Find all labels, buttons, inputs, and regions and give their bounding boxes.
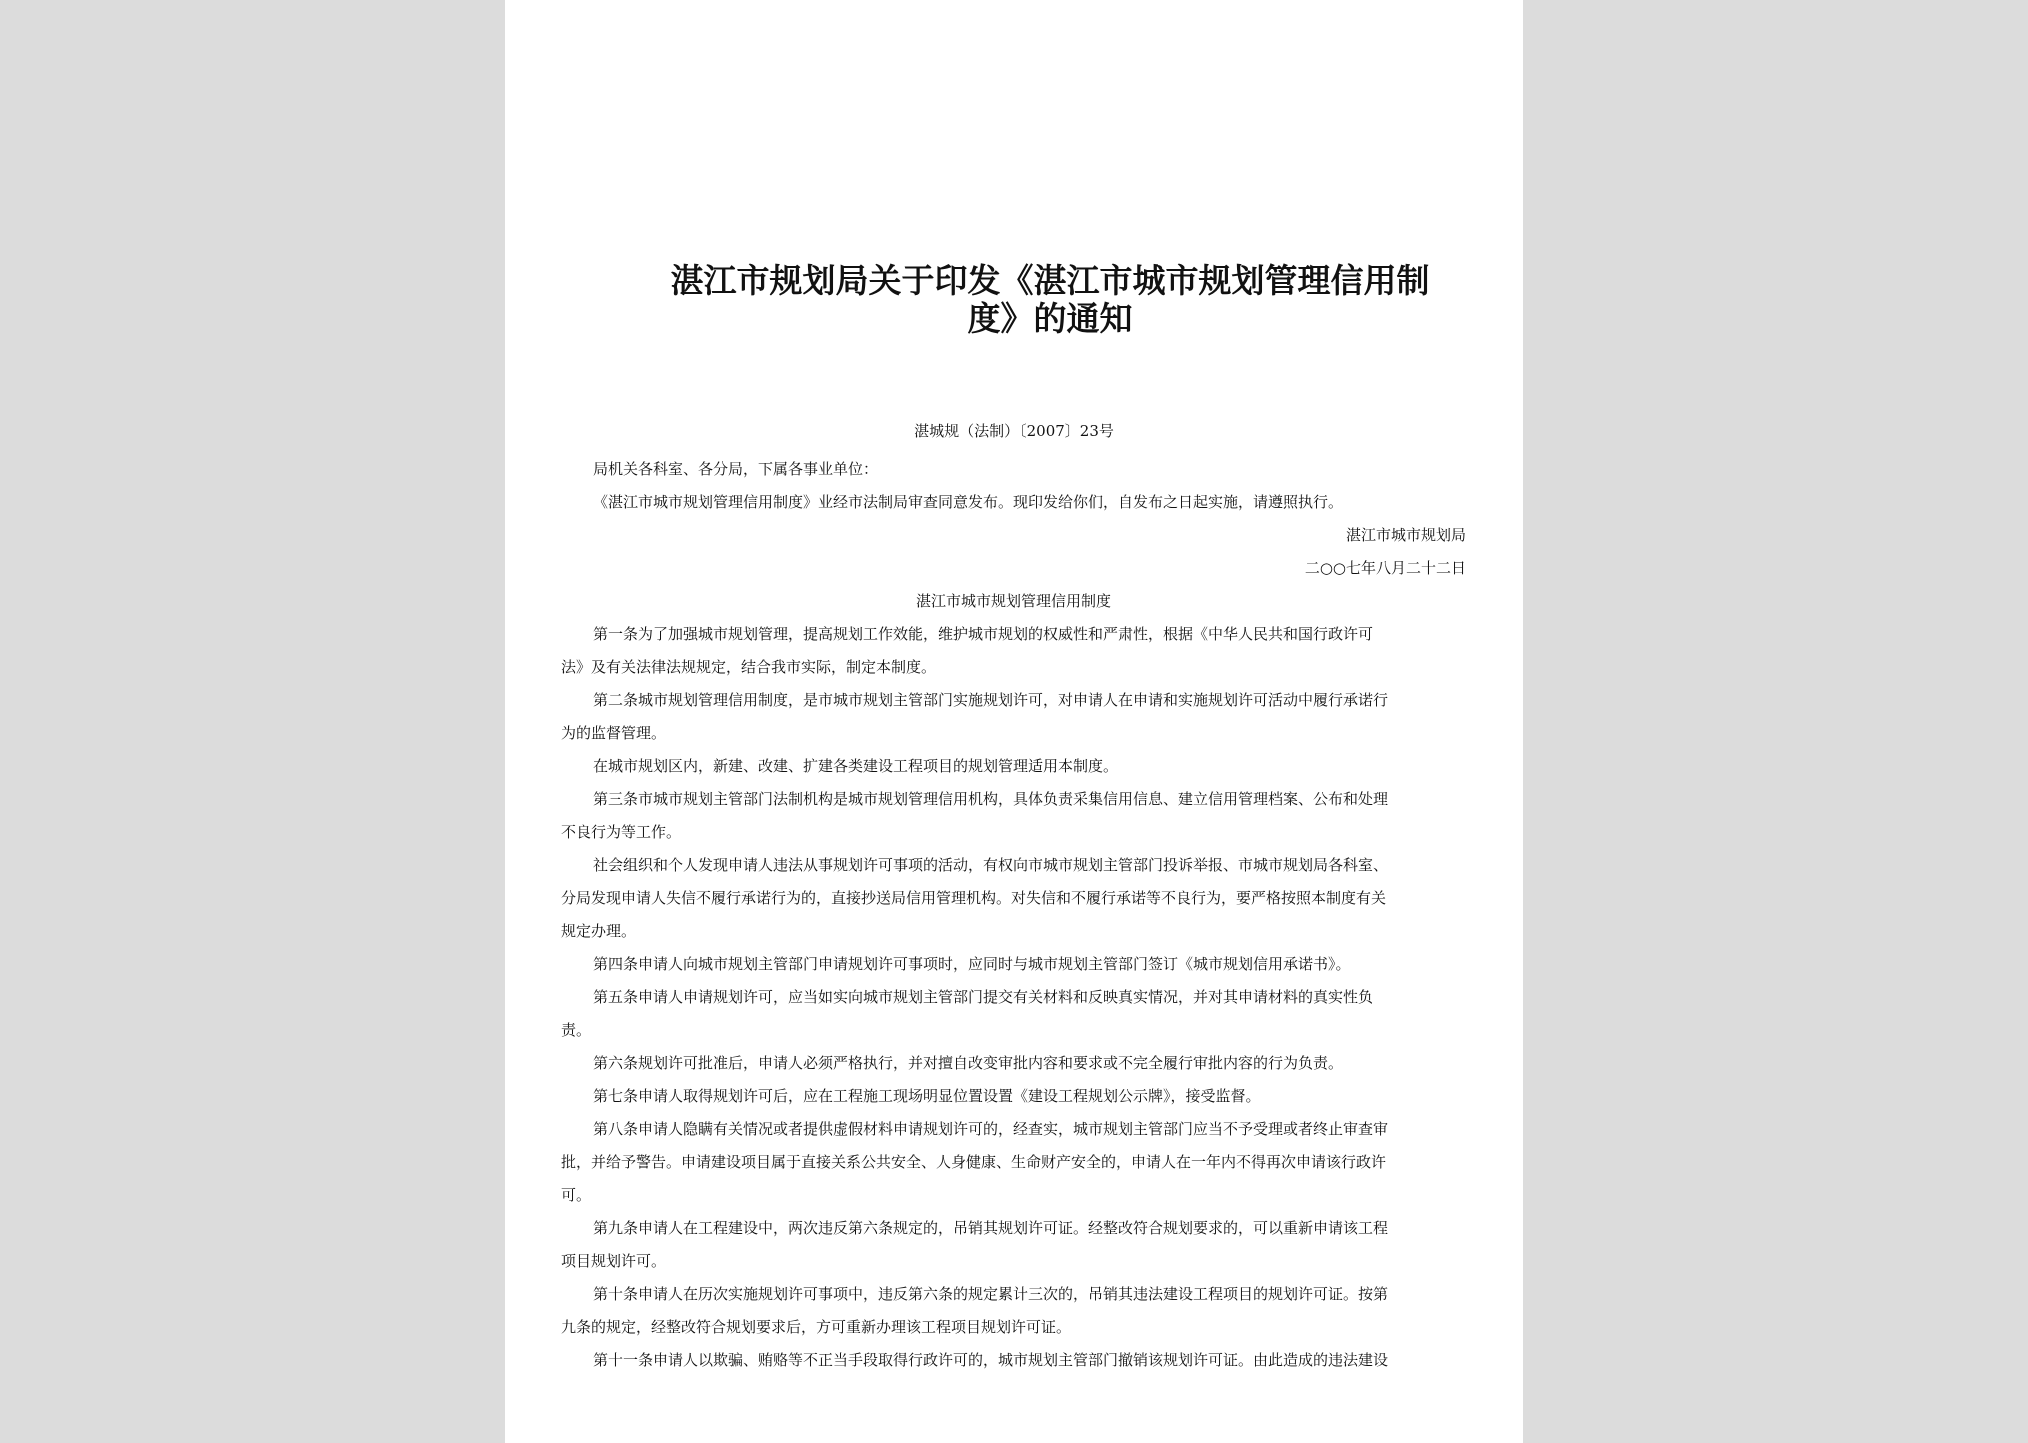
body-line: 第八条申请人隐瞒有关情况或者提供虚假材料申请规划许可的，经查实，城市规划主管部门应当不予受理或者终止审查审 (593, 1120, 1389, 1138)
body-line: 第二条城市规划管理信用制度，是市城市规划主管部门实施规划许可，对申请人在申请和实施规划许可活动中履行承诺行 (593, 691, 1389, 709)
document-page (505, 0, 1523, 1443)
page-title (600, 262, 1500, 338)
body-line: 法》及有关法律法规规定，结合我市实际，制定本制度。 (561, 658, 937, 676)
body-line: 第一条为了加强城市规划管理，提高规划工作效能，维护城市规划的权威性和严肃性，根据《中华人民共和国行政许可 (593, 625, 1374, 643)
body-line: 不良行为等工作。 (561, 823, 682, 841)
document-number: 湛城规（法制）〔2007〕23号 (914, 422, 1114, 440)
body-line: 项目规划许可。 (561, 1252, 667, 1270)
body-line: 责。 (561, 1021, 592, 1039)
body-line: 第五条申请人申请规划许可，应当如实向城市规划主管部门提交有关材料和反映真实情况，并对其申请材料的真实性负 (593, 988, 1374, 1006)
signature-line: 二○○七年八月二十二日 (1304, 559, 1466, 577)
body-line: 规定办理。 (561, 922, 637, 940)
body-line: 批，并给予警告。申请建设项目属于直接关系公共安全、人身健康、生命财产安全的，申请人在一年内不得再次申请该行政许 (561, 1153, 1387, 1171)
body-line: 《湛江市城市规划管理信用制度》业经市法制局审查同意发布。现印发给你们，自发布之日起实施，请遵照执行。 (593, 493, 1344, 511)
body-line: 社会组织和个人发现申请人违法从事规划许可事项的活动，有权向市城市规划主管部门投诉举报、市城市规划局各科室、 (593, 856, 1389, 874)
document-body (561, 453, 1466, 1377)
body-line: 第六条规划许可批准后，申请人必须严格执行，并对擅自改变审批内容和要求或不完全履行审批内容的行为负责。 (593, 1054, 1344, 1072)
signature-line: 湛江市城市规划局 (1345, 526, 1466, 544)
body-line: 第四条申请人向城市规划主管部门申请规划许可事项时，应同时与城市规划主管部门签订《城市规划信用承诺书》。 (593, 955, 1351, 973)
body-line: 第七条申请人取得规划许可后，应在工程施工现场明显位置设置《建设工程规划公示牌》，接受监督。 (593, 1087, 1261, 1105)
body-line: 局机关各科室、各分局，下属各事业单位： (593, 460, 879, 478)
body-line: 九条的规定，经整改符合规划要求后，方可重新办理该工程项目规划许可证。 (561, 1318, 1072, 1336)
section-heading: 湛江市城市规划管理信用制度 (915, 592, 1111, 610)
body-line: 第十一条申请人以欺骗、贿赂等不正当手段取得行政许可的，城市规划主管部门撤销该规划许可证。由此造成的违法建设 (593, 1351, 1389, 1369)
title-line-1: 湛江市规划局关于印发《湛江市城市规划管理信用制 (670, 261, 1430, 300)
body-line: 第十条申请人在历次实施规划许可事项中，违反第六条的规定累计三次的，吊销其违法建设工程项目的规划许可证。按第 (593, 1285, 1389, 1303)
body-line: 可。 (561, 1186, 592, 1204)
body-line: 第三条市城市规划主管部门法制机构是城市规划管理信用机构，具体负责采集信用信息、建立信用管理档案、公布和处理 (593, 790, 1389, 808)
body-line: 第九条申请人在工程建设中，两次违反第六条规定的，吊销其规划许可证。经整改符合规划要求的，可以重新申请该工程 (593, 1219, 1389, 1237)
body-line: 分局发现申请人失信不履行承诺行为的，直接抄送局信用管理机构。对失信和不履行承诺等不良行为，要严格按照本制度有关 (561, 889, 1387, 907)
body-line: 为的监督管理。 (561, 724, 667, 742)
title-line-2: 度》的通知 (967, 299, 1133, 338)
body-line: 在城市规划区内，新建、改建、扩建各类建设工程项目的规划管理适用本制度。 (593, 757, 1119, 775)
